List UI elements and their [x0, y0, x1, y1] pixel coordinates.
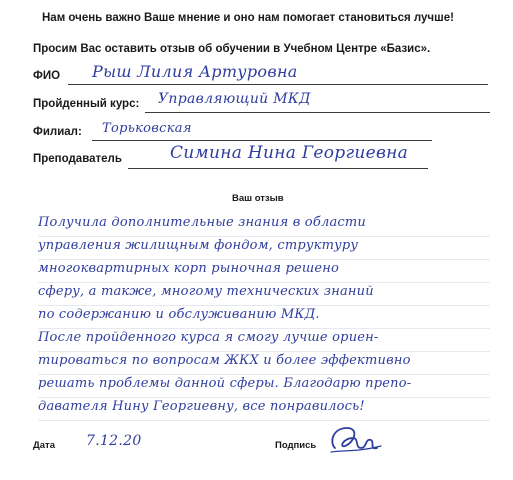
header-line-1: Нам очень важно Ваше мнение и оно нам помогает становиться лучше!: [42, 12, 454, 24]
review-line: по содержанию и обслуживанию МКД.: [38, 307, 320, 322]
signature: [325, 420, 387, 458]
review-line: После пройденного курса я смогу лучше ориен-: [38, 330, 379, 345]
review-line: Получила дополнительные знания в области: [38, 215, 366, 230]
review-line: многоквартирных корп рыночная решено: [38, 261, 340, 276]
review-title: Ваш отзыв: [232, 193, 284, 204]
header-line-2: Просим Вас оставить отзыв об обучении в Учебном Центре «Базис».: [33, 43, 431, 55]
review-line: управления жилищным фондом, структуру: [38, 238, 359, 253]
branch-value: Торьковская: [102, 121, 192, 136]
date-label: Дата: [33, 440, 55, 451]
course-underline: [145, 112, 490, 113]
review-line: сферу, а также, многому технических знаний: [38, 284, 374, 299]
course-label: Пройденный курс:: [33, 98, 140, 110]
teacher-label: Преподаватель: [33, 153, 122, 165]
teacher-value: Симина Нина Георгиевна: [170, 143, 409, 163]
review-line: давателя Нину Георгиевну, все понравилось!: [38, 399, 365, 414]
fio-value: Рыш Лилия Артуровна: [92, 62, 298, 81]
review-line: тироваться по вопросам ЖКХ и более эффективно: [38, 353, 411, 368]
fio-underline: [68, 84, 488, 85]
teacher-underline: [128, 168, 428, 169]
fio-label: ФИО: [33, 70, 61, 82]
branch-underline: [92, 140, 432, 141]
signature-label: Подпись: [275, 440, 317, 451]
course-value: Управляющий МКД: [158, 91, 311, 107]
date-value: 7.12.20: [86, 433, 142, 449]
branch-label: Филиал:: [33, 126, 82, 138]
review-line: решать проблемы данной сферы. Благодарю препо-: [38, 376, 412, 391]
